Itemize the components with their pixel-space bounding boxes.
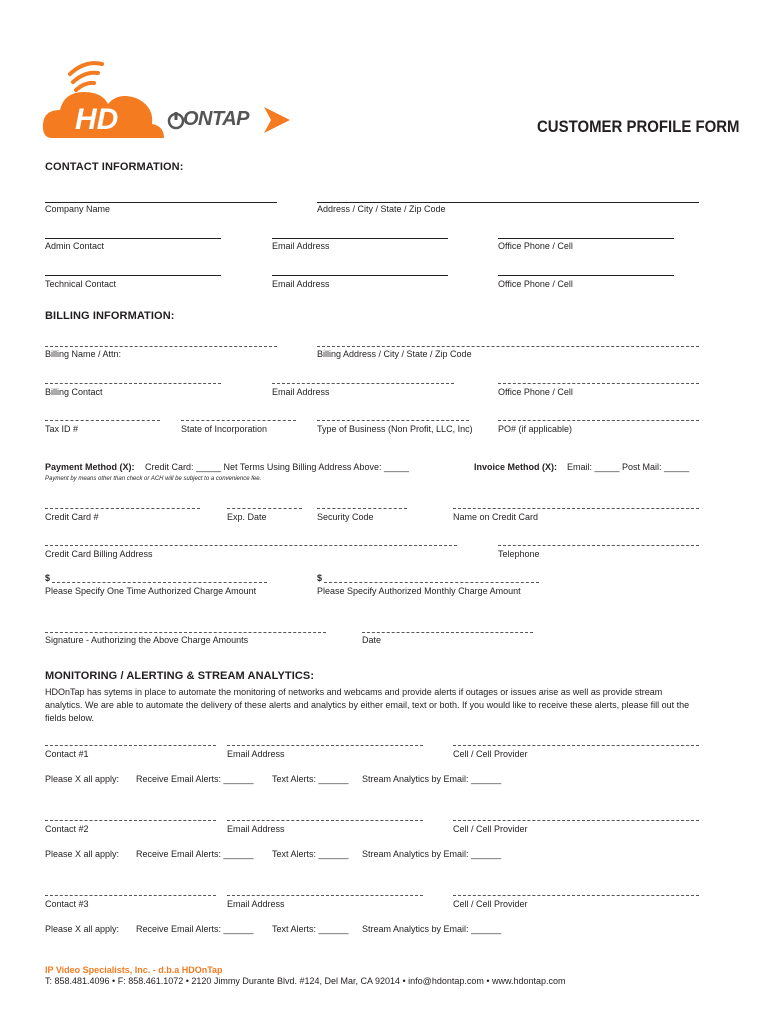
contact3-text-alerts[interactable]: Text Alerts: ______ — [272, 924, 349, 934]
monitoring-paragraph: HDOnTap has sytems in place to automate the monitoring of networks and webcams and provide alerts if outages or issues arise as well as provide stream analytics. We are able to automate the delivery of these alerts and analytics by either email, text or both. If you would like to receive these alerts, please fill out the fields below. — [45, 687, 690, 723]
billing-contact-line[interactable] — [45, 383, 221, 384]
business-type-label: Type of Business (Non Profit, LLC, Inc) — [317, 424, 473, 434]
contact1-cell-line[interactable] — [453, 745, 699, 746]
admin-contact-line[interactable] — [45, 238, 221, 239]
billing-contact-label: Billing Contact — [45, 387, 103, 397]
telephone-label: Telephone — [498, 549, 540, 559]
contact1-email-line[interactable] — [227, 745, 423, 746]
credit-card-label: Credit Card # — [45, 512, 99, 522]
dollar-sign-2: $ — [317, 573, 323, 583]
fee-note: Payment by means other than check or ACH will be subject to a convenience fee. — [45, 476, 262, 482]
contact-heading: CONTACT INFORMATION: — [45, 161, 184, 173]
contact2-line[interactable] — [45, 820, 216, 821]
billing-heading: BILLING INFORMATION: — [45, 310, 175, 322]
state-inc-line[interactable] — [181, 420, 296, 421]
admin-phone-label: Office Phone / Cell — [498, 241, 573, 251]
billing-phone-label: Office Phone / Cell — [498, 387, 573, 397]
admin-email-line[interactable] — [272, 238, 448, 239]
address-label: Address / City / State / Zip Code — [317, 204, 446, 214]
billing-phone-line[interactable] — [498, 383, 699, 384]
signature-label: Signature - Authorizing the Above Charge Amounts — [45, 635, 249, 645]
payment-method-label: Payment Method (X): — [45, 462, 135, 472]
cc-address-label: Credit Card Billing Address — [45, 549, 153, 559]
invoice-options[interactable]: Email: _____ Post Mail: _____ — [567, 462, 690, 472]
date-label: Date — [362, 635, 382, 645]
monthly-label: Please Specify Authorized Monthly Charge Amount — [317, 586, 521, 596]
name-on-card-label: Name on Credit Card — [453, 512, 539, 522]
contact1-cell-label: Cell / Cell Provider — [453, 749, 528, 759]
admin-contact-label: Admin Contact — [45, 241, 105, 251]
invoice-method-label: Invoice Method (X): — [474, 462, 557, 472]
contact3-email-line[interactable] — [227, 895, 423, 896]
contact3-please: Please X all apply: — [45, 924, 120, 934]
admin-email-label: Email Address — [272, 241, 330, 251]
footer-contact-line: T: 858.481.4096 • F: 858.461.1072 • 2120 Jimmy Durante Blvd. #124, Del Mar, CA 92014 • info@hdontap.com • www.hdontap.com — [45, 976, 566, 986]
form-title: CUSTOMER PROFILE FORM — [537, 117, 740, 136]
admin-phone-line[interactable] — [498, 238, 674, 239]
tech-email-line[interactable] — [272, 275, 448, 276]
security-code-line[interactable] — [317, 508, 407, 509]
contact2-stream[interactable]: Stream Analytics by Email: ______ — [362, 849, 502, 859]
contact2-text-alerts[interactable]: Text Alerts: ______ — [272, 849, 349, 859]
contact3-line[interactable] — [45, 895, 216, 896]
billing-name-label: Billing Name / Attn: — [45, 349, 122, 359]
contact3-cell-label: Cell / Cell Provider — [453, 899, 528, 909]
state-inc-label: State of Incorporation — [181, 424, 268, 434]
monitoring-heading: MONITORING / ALERTING & STREAM ANALYTICS: — [45, 670, 315, 682]
logo-ontap-text: ONTAP — [183, 108, 250, 130]
company-name-line[interactable] — [45, 202, 277, 203]
telephone-line[interactable] — [498, 545, 699, 546]
contact2-cell-line[interactable] — [453, 820, 699, 821]
contact3-stream[interactable]: Stream Analytics by Email: ______ — [362, 924, 502, 934]
monthly-amount-line[interactable] — [324, 582, 539, 583]
tech-phone-line[interactable] — [498, 275, 674, 276]
dollar-sign-1: $ — [45, 573, 51, 583]
hdontap-logo — [40, 52, 300, 147]
contact1-email-label: Email Address — [227, 749, 285, 759]
tech-email-label: Email Address — [272, 279, 330, 289]
one-time-label: Please Specify One Time Authorized Charge Amount — [45, 586, 257, 596]
security-code-label: Security Code — [317, 512, 374, 522]
footer-company: IP Video Specialists, Inc. - d.b.a HDOnTap — [45, 965, 223, 975]
billing-email-label: Email Address — [272, 387, 330, 397]
play-arrow-icon — [262, 105, 292, 140]
cc-address-line[interactable] — [45, 545, 457, 546]
contact3-email-alerts[interactable]: Receive Email Alerts: ______ — [136, 924, 254, 934]
po-label: PO# (if applicable) — [498, 424, 573, 434]
payment-options[interactable]: Credit Card: _____ Net Terms Using Billing Address Above: _____ — [145, 462, 409, 472]
contact3-email-label: Email Address — [227, 899, 285, 909]
billing-address-line[interactable] — [317, 346, 699, 347]
contact2-email-alerts[interactable]: Receive Email Alerts: ______ — [136, 849, 254, 859]
one-time-amount-line[interactable] — [52, 582, 267, 583]
contact2-email-line[interactable] — [227, 820, 423, 821]
name-on-card-line[interactable] — [453, 508, 699, 509]
contact3-cell-line[interactable] — [453, 895, 699, 896]
tax-id-line[interactable] — [45, 420, 160, 421]
billing-address-label: Billing Address / City / State / Zip Code — [317, 349, 472, 359]
address-line[interactable] — [317, 202, 699, 203]
exp-date-label: Exp. Date — [227, 512, 267, 522]
contact2-cell-label: Cell / Cell Provider — [453, 824, 528, 834]
contact2-label: Contact #2 — [45, 824, 89, 834]
date-line[interactable] — [362, 632, 533, 633]
tech-contact-label: Technical Contact — [45, 279, 117, 289]
company-name-label: Company Name — [45, 204, 111, 214]
billing-name-line[interactable] — [45, 346, 277, 347]
contact1-text-alerts[interactable]: Text Alerts: ______ — [272, 774, 349, 784]
exp-date-line[interactable] — [227, 508, 302, 509]
tax-id-label: Tax ID # — [45, 424, 79, 434]
credit-card-line[interactable] — [45, 508, 200, 509]
logo-hd-text: HD — [75, 103, 119, 136]
contact1-label: Contact #1 — [45, 749, 89, 759]
signature-line[interactable] — [45, 632, 326, 633]
contact2-please: Please X all apply: — [45, 849, 120, 859]
contact1-line[interactable] — [45, 745, 216, 746]
billing-email-line[interactable] — [272, 383, 454, 384]
po-line[interactable] — [498, 420, 699, 421]
contact1-please: Please X all apply: — [45, 774, 120, 784]
contact1-stream[interactable]: Stream Analytics by Email: ______ — [362, 774, 502, 784]
business-type-line[interactable] — [317, 420, 469, 421]
contact3-label: Contact #3 — [45, 899, 89, 909]
tech-phone-label: Office Phone / Cell — [498, 279, 573, 289]
tech-contact-line[interactable] — [45, 275, 221, 276]
contact1-email-alerts[interactable]: Receive Email Alerts: ______ — [136, 774, 254, 784]
contact2-email-label: Email Address — [227, 824, 285, 834]
